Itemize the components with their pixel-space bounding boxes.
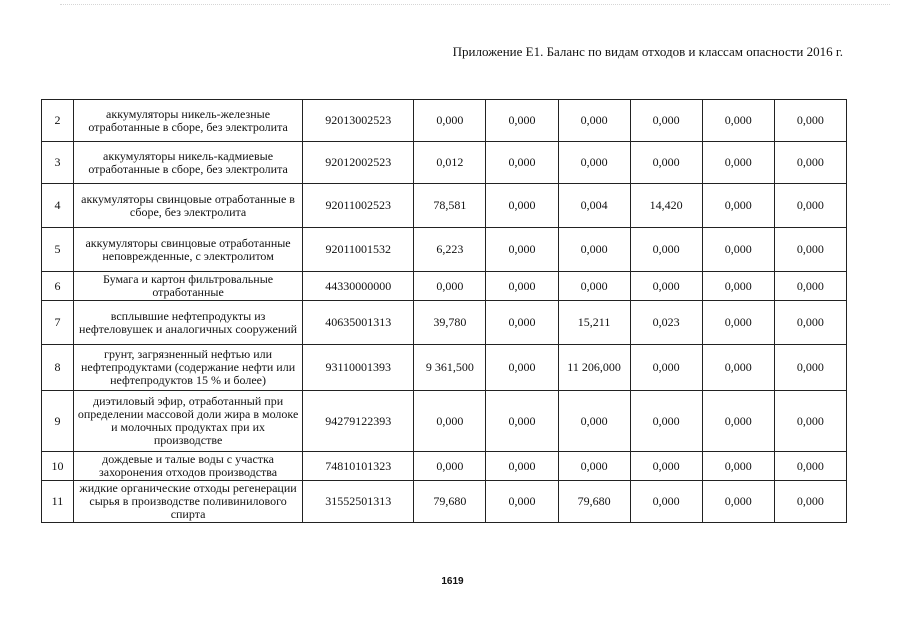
waste-name: аккумуляторы свинцовые отработанные в сборе, без электролита bbox=[73, 184, 302, 228]
value-cell: 0,000 bbox=[774, 301, 846, 345]
row-number: 9 bbox=[42, 391, 74, 452]
row-number: 5 bbox=[42, 228, 74, 272]
value-cell: 0,000 bbox=[630, 452, 702, 481]
value-cell: 79,680 bbox=[558, 481, 630, 523]
value-cell: 0,000 bbox=[486, 184, 558, 228]
value-cell: 0,000 bbox=[486, 100, 558, 142]
value-cell: 0,000 bbox=[702, 272, 774, 301]
row-number: 6 bbox=[42, 272, 74, 301]
value-cell: 0,000 bbox=[702, 481, 774, 523]
waste-name: жидкие органические отходы регенерации сырья в производстве поливинилового спирта bbox=[73, 481, 302, 523]
table-row bbox=[42, 301, 847, 345]
value-cell: 0,000 bbox=[702, 228, 774, 272]
value-cell: 6,223 bbox=[414, 228, 486, 272]
waste-code: 44330000000 bbox=[303, 272, 414, 301]
waste-code: 40635001313 bbox=[303, 301, 414, 345]
value-cell: 0,000 bbox=[630, 272, 702, 301]
table-row bbox=[42, 272, 847, 301]
waste-name: аккумуляторы никель-железные отработанные в сборе, без электролита bbox=[73, 100, 302, 142]
waste-name: Бумага и картон фильтровальные отработанные bbox=[73, 272, 302, 301]
value-cell: 0,000 bbox=[486, 228, 558, 272]
value-cell: 0,000 bbox=[486, 142, 558, 184]
value-cell: 0,000 bbox=[702, 142, 774, 184]
value-cell: 39,780 bbox=[414, 301, 486, 345]
row-number: 7 bbox=[42, 301, 74, 345]
value-cell: 0,000 bbox=[702, 184, 774, 228]
waste-name: аккумуляторы свинцовые отработанные неповрежденные, с электролитом bbox=[73, 228, 302, 272]
row-number: 11 bbox=[42, 481, 74, 523]
value-cell: 0,000 bbox=[630, 391, 702, 452]
value-cell: 0,000 bbox=[774, 184, 846, 228]
value-cell: 0,000 bbox=[774, 345, 846, 391]
value-cell: 78,581 bbox=[414, 184, 486, 228]
value-cell: 0,000 bbox=[558, 391, 630, 452]
value-cell: 15,211 bbox=[558, 301, 630, 345]
value-cell: 0,000 bbox=[630, 345, 702, 391]
value-cell: 0,000 bbox=[486, 481, 558, 523]
row-number: 4 bbox=[42, 184, 74, 228]
value-cell: 0,000 bbox=[558, 100, 630, 142]
table-row bbox=[42, 452, 847, 481]
waste-name: аккумуляторы никель-кадмиевые отработанные в сборе, без электролита bbox=[73, 142, 302, 184]
value-cell: 0,000 bbox=[702, 100, 774, 142]
value-cell: 0,000 bbox=[630, 481, 702, 523]
value-cell: 0,000 bbox=[774, 100, 846, 142]
value-cell: 0,000 bbox=[702, 301, 774, 345]
row-number: 3 bbox=[42, 142, 74, 184]
value-cell: 0,000 bbox=[774, 452, 846, 481]
waste-name: грунт, загрязненный нефтью или нефтепродуктами (содержание нефти или нефтепродуктов 15 % и более) bbox=[73, 345, 302, 391]
table-row bbox=[42, 391, 847, 452]
value-cell: 0,000 bbox=[630, 100, 702, 142]
waste-balance-table bbox=[41, 99, 847, 523]
waste-name: всплывшие нефтепродукты из нефтеловушек и аналогичных сооружений bbox=[73, 301, 302, 345]
value-cell: 0,000 bbox=[774, 142, 846, 184]
page-number: 1619 bbox=[441, 576, 464, 587]
waste-code: 94279122393 bbox=[303, 391, 414, 452]
scan-artifact bbox=[60, 4, 890, 8]
waste-name: диэтиловый эфир, отработанный при определении массовой доли жира в молоке и молочных продуктах при их производстве bbox=[73, 391, 302, 452]
waste-code: 92011001532 bbox=[303, 228, 414, 272]
value-cell: 0,000 bbox=[702, 391, 774, 452]
waste-code: 92012002523 bbox=[303, 142, 414, 184]
value-cell: 0,000 bbox=[774, 272, 846, 301]
waste-code: 92011002523 bbox=[303, 184, 414, 228]
value-cell: 0,000 bbox=[558, 142, 630, 184]
value-cell: 0,000 bbox=[486, 301, 558, 345]
value-cell: 0,000 bbox=[558, 452, 630, 481]
table-row bbox=[42, 184, 847, 228]
table-row bbox=[42, 100, 847, 142]
waste-code: 31552501313 bbox=[303, 481, 414, 523]
value-cell: 0,000 bbox=[630, 142, 702, 184]
value-cell: 0,000 bbox=[630, 228, 702, 272]
value-cell: 0,023 bbox=[630, 301, 702, 345]
page-title: Приложение Е1. Баланс по видам отходов и классам опасности 2016 г. bbox=[452, 44, 843, 59]
value-cell: 0,000 bbox=[486, 452, 558, 481]
row-number: 8 bbox=[42, 345, 74, 391]
value-cell: 0,000 bbox=[414, 272, 486, 301]
table-row bbox=[42, 481, 847, 523]
value-cell: 0,000 bbox=[702, 452, 774, 481]
value-cell: 0,000 bbox=[414, 391, 486, 452]
waste-code: 92013002523 bbox=[303, 100, 414, 142]
value-cell: 0,000 bbox=[558, 272, 630, 301]
value-cell: 0,000 bbox=[774, 391, 846, 452]
table-row bbox=[42, 228, 847, 272]
table-row bbox=[42, 142, 847, 184]
value-cell: 0,000 bbox=[486, 272, 558, 301]
value-cell: 0,000 bbox=[486, 391, 558, 452]
value-cell: 0,000 bbox=[558, 228, 630, 272]
row-number: 2 bbox=[42, 100, 74, 142]
value-cell: 0,000 bbox=[774, 228, 846, 272]
table-row bbox=[42, 345, 847, 391]
value-cell: 0,000 bbox=[414, 100, 486, 142]
value-cell: 0,012 bbox=[414, 142, 486, 184]
value-cell: 79,680 bbox=[414, 481, 486, 523]
value-cell: 14,420 bbox=[630, 184, 702, 228]
waste-name: дождевые и талые воды с участка захоронения отходов производства bbox=[73, 452, 302, 481]
value-cell: 0,000 bbox=[414, 452, 486, 481]
value-cell: 11 206,000 bbox=[558, 345, 630, 391]
value-cell: 0,000 bbox=[774, 481, 846, 523]
row-number: 10 bbox=[42, 452, 74, 481]
value-cell: 9 361,500 bbox=[414, 345, 486, 391]
value-cell: 0,004 bbox=[558, 184, 630, 228]
waste-code: 74810101323 bbox=[303, 452, 414, 481]
waste-code: 93110001393 bbox=[303, 345, 414, 391]
value-cell: 0,000 bbox=[486, 345, 558, 391]
value-cell: 0,000 bbox=[702, 345, 774, 391]
